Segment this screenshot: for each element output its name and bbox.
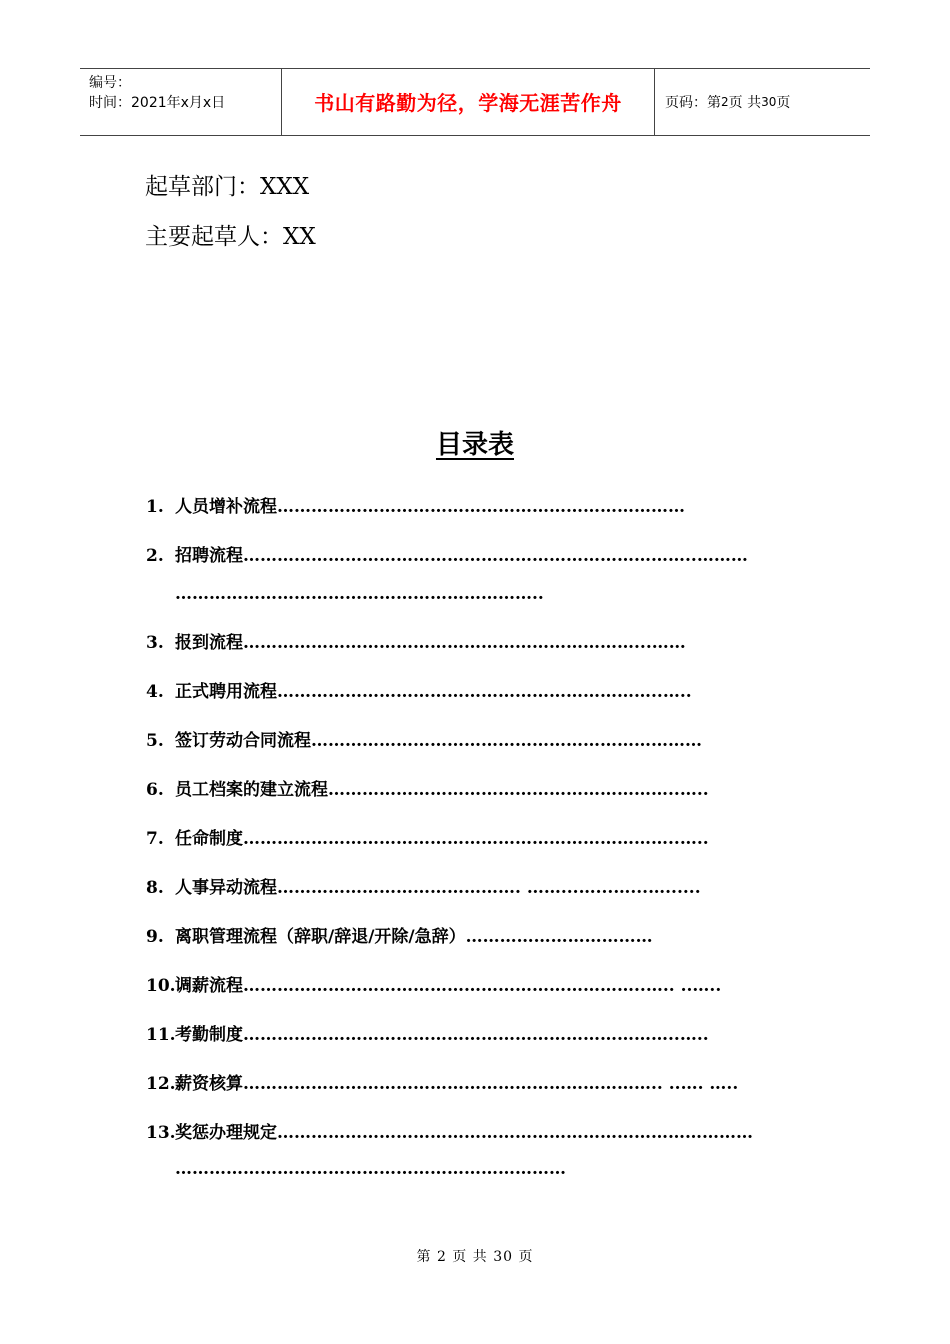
toc-item-label: 员工档案的建立流程 — [175, 780, 328, 800]
toc-item-number: 7. — [146, 829, 164, 849]
toc-item[interactable] — [146, 975, 721, 997]
toc-item-number: 9. — [146, 927, 164, 947]
toc-item-label: 签订劳动合同流程 — [175, 731, 311, 751]
toc-item-leader: ……………………………………………………………………..……… — [243, 546, 748, 566]
toc-item-number: 8. — [146, 878, 164, 898]
drafting-department: 起草部门：XXX — [145, 174, 310, 200]
toc-item-number: 12. — [146, 1074, 176, 1094]
toc-item[interactable] — [146, 545, 748, 567]
toc-item[interactable] — [146, 1122, 753, 1144]
toc-item-number: 4. — [146, 682, 164, 702]
toc-item[interactable] — [146, 926, 653, 948]
toc-item[interactable] — [146, 730, 702, 752]
toc-item-number: 2. — [146, 546, 164, 566]
toc-item-number: 5. — [146, 731, 164, 751]
toc-item-number: 11. — [146, 1025, 176, 1045]
toc-item-label: 招聘流程 — [175, 546, 243, 566]
toc-item-label: 人员增补流程 — [175, 497, 277, 517]
toc-item-leader: ……………………………………………………………..….. ..….. — [243, 976, 722, 996]
toc-item-leader: …………………………………………………………………..….. — [243, 829, 709, 849]
toc-item-leader: ……………………………………………………………….. ..…. ….. — [243, 1074, 739, 1094]
header-page-suffix: 页 — [776, 95, 791, 111]
header-time-label: 时间：2021年x月x日 — [89, 95, 226, 111]
header-page-prefix: 页码：第 — [665, 95, 721, 111]
toc-item-leader-continued: ……………………………………………………….. — [175, 584, 544, 604]
header-page-info — [655, 69, 870, 135]
header-page-mid: 页 共 — [728, 95, 762, 111]
toc-item-number: 10. — [146, 976, 176, 996]
header-number-label: 编号： — [89, 75, 131, 91]
toc-item-label: 调薪流程 — [175, 976, 243, 996]
toc-item[interactable] — [146, 1073, 738, 1095]
toc-item-number: 3. — [146, 633, 164, 653]
page-header — [80, 68, 870, 136]
toc-item-label: 正式聘用流程 — [175, 682, 277, 702]
toc-item-leader: ……………………………………………………………… — [277, 497, 685, 517]
toc-item-number: 13. — [146, 1123, 176, 1143]
toc-item-label: 离职管理流程（辞职/辞退/开除/急辞） — [175, 927, 466, 947]
toc-item-leader: …………………………………………………………..….. — [277, 682, 692, 702]
main-drafter: 主要起草人：XX — [145, 224, 316, 250]
header-motto: 书山有路勤为径，学海无涯苦作舟 — [282, 69, 655, 135]
toc-title: 目录表 — [435, 430, 514, 460]
toc-item[interactable] — [146, 1024, 709, 1046]
toc-item-leader: …………………………………………………………………..….. — [243, 1025, 709, 1045]
toc-item[interactable] — [146, 828, 709, 850]
toc-item-leader-continued: …………………………………………………………… — [175, 1159, 566, 1179]
toc-item-label: 人事异动流程 — [175, 878, 277, 898]
toc-item-leader: ……………………………………………………………...…… — [243, 633, 686, 653]
toc-item-label: 考勤制度 — [175, 1025, 243, 1045]
header-info-cell — [80, 69, 282, 135]
toc-item-label: 薪资核算 — [175, 1074, 243, 1094]
toc-item-leader: ………………………………………………………………………… — [277, 1123, 753, 1143]
toc-item[interactable] — [146, 496, 685, 518]
toc-item-number: 6. — [146, 780, 164, 800]
toc-item[interactable] — [146, 632, 686, 654]
toc-item[interactable] — [146, 681, 692, 703]
toc-item-label: 奖惩办理规定 — [175, 1123, 277, 1143]
toc-item-leader: ……………………………………………………..….. — [328, 780, 709, 800]
toc-item-leader: …………………………… — [465, 927, 653, 947]
toc-item[interactable] — [146, 779, 709, 801]
header-page-total: 30 — [761, 95, 777, 109]
toc-item-label: 报到流程 — [175, 633, 243, 653]
header-page-num: 2 — [721, 95, 729, 109]
toc-item-leader: …………………………………………………………… — [311, 731, 702, 751]
toc-item-number: 1. — [146, 497, 164, 517]
toc-item-leader: ……………………………………. ……...…...…...…...... — [277, 878, 701, 898]
toc-item-label: 任命制度 — [175, 829, 243, 849]
page-footer: 第 2 页 共 30 页 — [416, 1249, 534, 1265]
toc-item[interactable] — [146, 877, 701, 899]
